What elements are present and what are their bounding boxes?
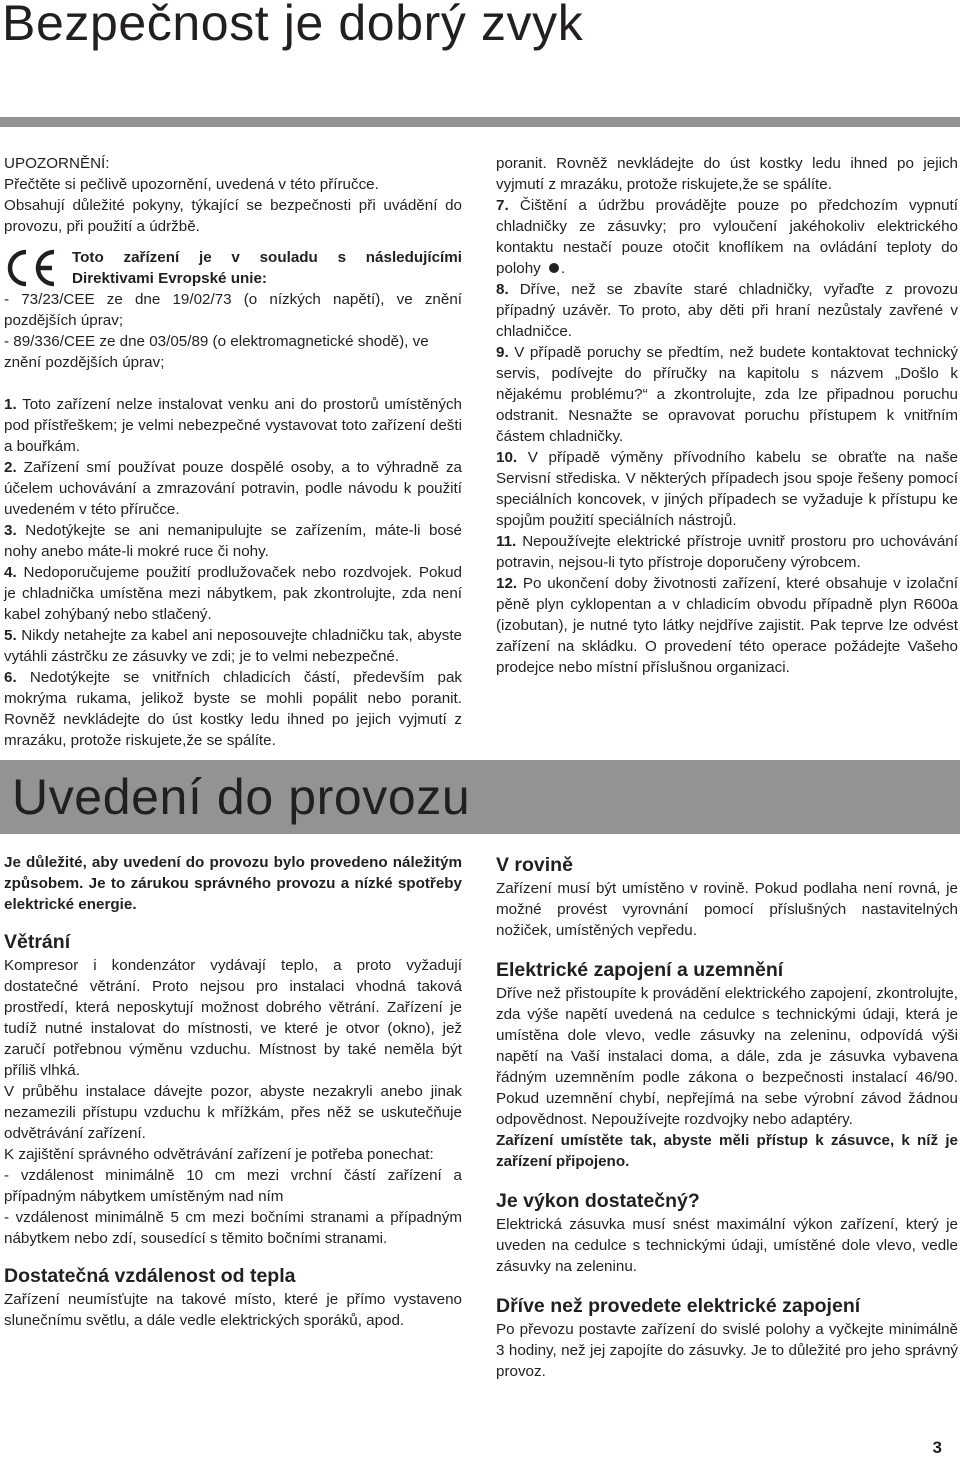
before-connection-para: Po převozu postavte zařízení do svislé polohy a vyčkejte minimálně 3 hodiny, než jej zapojíte do zásuvky. Je to důležité pro jeho správný provoz. — [496, 1321, 958, 1380]
level-para: Zařízení musí být umístěno v rovině. Pokud podlaha není rovná, je možné provést vyrovnání pomocí příslušných nastavitelných nožiček, umístěných vepředu. — [496, 880, 958, 939]
page-title-safety: Bezpečnost je dobrý zvyk — [2, 0, 584, 51]
page-number: 3 — [932, 1438, 942, 1457]
safety-item-4: 4. Nedoporučujeme použití prodlužovaček nebo rozdvojek. Pokud je chladnička umístěna mezi nábytkem, pak zkontrolujte, zda není kabel zohýbaný nebo stlačený. — [4, 564, 462, 623]
ce-declaration — [4, 247, 462, 289]
setup-intro: Je důležité, aby uvedení do provozu bylo provedeno náležitým způsobem. Je to zárukou správného provozu a nízké spotřeby elektrické energie. — [4, 854, 462, 913]
ventilation-para-4: - vzdálenost minimálně 10 cm mezi vrchní částí zařízení a případným nábytkem umístěným nad ním — [4, 1167, 462, 1205]
safety-item-9: 9. V případě poruchy se předtím, než budete kontaktovat technický servis, podívejte do příručky na kapitolu s názvem „Došlo k nějakému problému?“ a zkontrolujte, zda lze připadnou poruchu odstranit. Nesnažte se opravovat poruchu přístupem k vnitřním částem chladničky. — [496, 344, 958, 445]
safety-item-6: 6. Nedotýkejte se vnitřních chladicích částí, především pak mokrýma rukama, jelikož byste se mohli popálit nebo poranit. Rovněž nevkládejte do úst kostky ledu ihned po jejich vyjmutí z mrazáku, protože riskujete,že se spálíte. — [4, 669, 462, 749]
warning-line-1: Přečtěte si pečlivě upozornění, uvedená v této příručce. — [4, 176, 379, 193]
safety-item-6-continued: poranit. Rovněž nevkládejte do úst kostky ledu ihned po jejich vyjmutí z mrazáku, protože riskujete,že se spálíte. — [496, 155, 958, 193]
electrical-para: Dříve než přistoupíte k provádění elektrického zapojení, zkontrolujte, zda výše napětí uvedená na cedulce s technickými údaji, která je umístěna dole vlevo, vedle zásuvky na zeleninu, odpovídá výši napětí na Vaší instalaci doma, a dále, zda je zásuvka vybavena řádným uzemněním podle zákona o bezpečnosti instalací 46/90. Pokud uzemnění chybí, nepřejímá na sebe výrobní závod žádnou odpovědnost. Nepoužívejte rozdvojky nebo adaptéry. — [496, 985, 958, 1128]
before-connection-heading: Dříve než provedete elektrické zapojení — [496, 1295, 861, 1317]
ce-line-1: Toto zařízení je v souladu s následujícími — [72, 249, 462, 266]
safety-item-12: 12. Po ukončení doby životnosti zařízení, které obsahuje v izolační pěně plyn cyklopentan a v chladicím obvodu případně plyn R600a (izobutan), je nutné tyto látky nejdříve zajistit. Pak teprve lze odvést zařízení na skládku. O provedení této operace požádejte Vašeho prodejce nebo místní příslušnou organizaci. — [496, 575, 958, 676]
heat-para: Zařízení neumísťujte na takové místo, které je přímo vystaveno slunečnímu světlu, a dále vedle elektrických sporáků, apod. — [4, 1291, 462, 1329]
page-title-setup: Uvedení do provozu — [12, 769, 471, 825]
position-dot-icon — [549, 263, 559, 273]
electrical-bold-note: Zařízení umístěte tak, abyste měli přístup k zásuvce, k níž je zařízení připojeno. — [496, 1132, 958, 1170]
safety-item-7: 7. Čištění a údržbu provádějte pouze po předchozím vypnutí chladničky ze zásuvky; pro vyloučení jakéhokoliv elektrického kontaktu nestačí pouze otočit knoflíkem na ovládání teploty do polohy . — [496, 197, 958, 277]
safety-left-column — [4, 153, 462, 749]
setup-left-column — [4, 852, 462, 1331]
warning-line-2: Obsahují důležité pokyny, týkající se bezpečnosti při uvádění do provozu, při použití a údržbě. — [4, 197, 462, 235]
safety-right-column — [496, 153, 958, 678]
heat-heading: Dostatečná vzdálenost od tepla — [4, 1265, 296, 1287]
ce-directive-1: - 73/23/CEE ze dne 19/02/73 (o nízkých napětí), ve znění pozdějších úprav; — [4, 291, 462, 329]
ce-line-2: Direktivami Evropské unie: — [72, 270, 267, 287]
setup-right-column — [496, 852, 958, 1382]
electrical-heading: Elektrické zapojení a uzemnění — [496, 959, 784, 981]
safety-item-11: 11. Nepoužívejte elektrické přístroje uvnitř prostoru pro uchovávání potravin, nejsou-li tyto přístroje doporučeny výrobcem. — [496, 533, 958, 571]
warning-heading: UPOZORNĚNÍ: — [4, 155, 110, 172]
power-para: Elektrická zásuvka musí snést maximální výkon zařízení, který je uveden na cedulce s technickými údaji, umístěné dole vlevo, vedle zásuvky na zeleninu. — [496, 1216, 958, 1275]
ce-directive-2: - 89/336/CEE ze dne 03/05/89 (o elektromagnetické shodě), ve znění pozdějších úprav; — [4, 333, 429, 371]
safety-item-5: 5. Nikdy netahejte za kabel ani neposouvejte chladničku tak, abyste vytáhli zástrčku ze zásuvky ve zdi; je to velmi nebezpečné. — [4, 627, 462, 665]
ventilation-heading: Větrání — [4, 931, 71, 953]
level-heading: V rovině — [496, 854, 573, 876]
safety-item-3: 3. Nedotýkejte se ani nemanipulujte se zařízením, máte-li bosé nohy anebo máte-li mokré ruce či nohy. — [4, 522, 462, 560]
safety-item-2: 2. Zařízení smí používat pouze dospělé osoby, a to výhradně za účelem uchovávání a zmrazování potravin, podle návodu k použití uvedeném v této příručce. — [4, 459, 462, 518]
power-heading: Je výkon dostatečný? — [496, 1190, 700, 1212]
ventilation-para-3: K zajištění správného odvětrávání zařízení je potřeba ponechat: — [4, 1146, 434, 1163]
safety-item-10: 10. V případě výměny přívodního kabelu se obraťte na naše Servisní střediska. V některých případech jsou spoje řešeny pomocí speciálních koncovek, v jiných případech se vyžaduje k přístupu ke spojům použití speciálních nástrojů. — [496, 449, 958, 529]
ventilation-para-5: - vzdálenost minimálně 5 cm mezi bočními stranami a případným nábytkem nebo zdí, sousedící s těmito bočními stranami. — [4, 1209, 462, 1247]
safety-item-8: 8. Dříve, než se zbavíte staré chladničky, vyřaďte z provozu případný uzávěr. To proto, aby děti při hraní nezůstaly zavřené v chladničce. — [496, 281, 958, 340]
ventilation-para-2: V průběhu instalace dávejte pozor, abyste nezakryli anebo jinak nezamezili přístupu vzduchu k mřížkám, přes něž se uskutečňuje odvětrávání zařízení. — [4, 1083, 462, 1142]
ventilation-para-1: Kompresor i kondenzátor vydávají teplo, a proto vyžadují dostatečné větrání. Proto nejsou pro instalaci vhodná taková prostředí, která neposkytují možnost dobrého větrání. Zařízení je tudíž nutné instalovat do místnosti, ve které je otvor (okno), jež zaručí potřebnou výměnu vzduchu. Místnost by také neměla být příliš vlhká. — [4, 957, 462, 1079]
safety-item-1: 1. Toto zařízení nelze instalovat venku ani do prostorů umístěných pod přístřeškem; je velmi nebezpečné vystavovat toto zařízení dešti a bouřkám. — [4, 396, 462, 455]
section-divider-bar — [0, 117, 960, 127]
ce-mark-icon — [4, 247, 66, 289]
